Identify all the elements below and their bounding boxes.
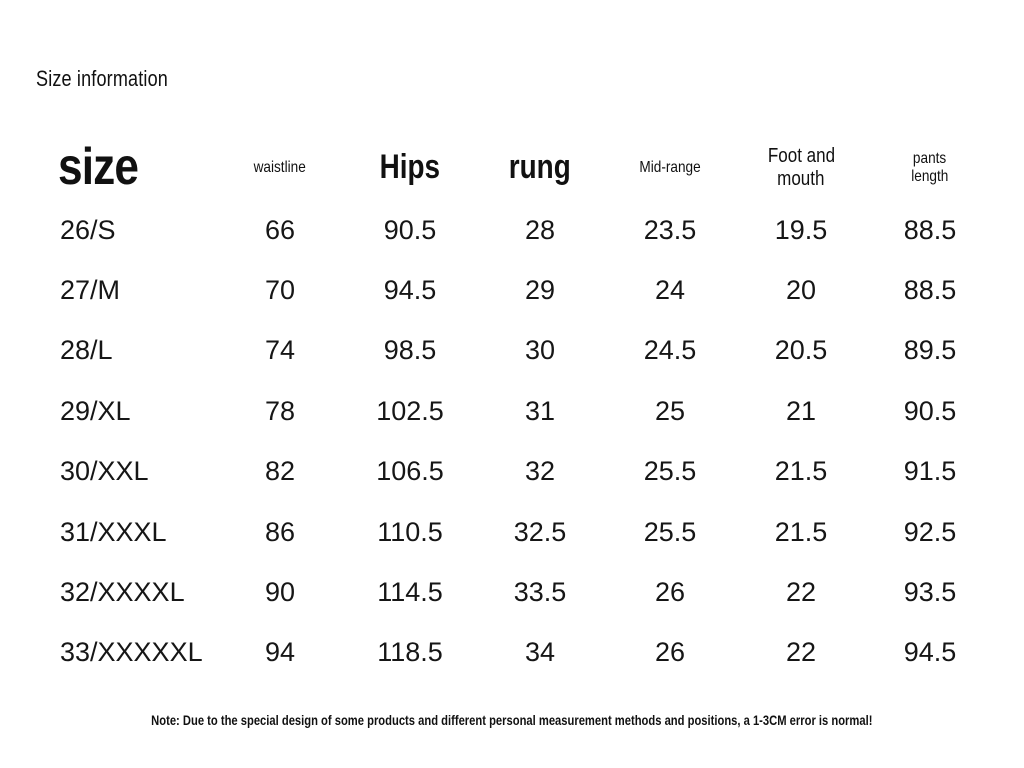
cell-mid-range: 26 [654, 577, 686, 608]
cell-hips: 118.5 [377, 637, 443, 668]
cell-rung: 28 [524, 214, 556, 245]
cell-foot-and-mouth: 21 [785, 395, 817, 426]
cell-waistline: 66 [264, 214, 296, 245]
cell-waistline: 78 [264, 395, 296, 426]
cell-pants-length: 92.5 [903, 516, 957, 547]
cell-rung: 31 [524, 395, 556, 426]
cell-hips: 110.5 [377, 516, 443, 547]
cell-pants-length: 93.5 [903, 577, 957, 608]
cell-pants-length: 90.5 [903, 395, 957, 426]
cell-hips: 98.5 [383, 335, 437, 366]
table-row [30, 260, 996, 320]
table-row [30, 562, 996, 622]
table-row [30, 502, 996, 562]
cell-waistline: 74 [264, 335, 296, 366]
cell-rung: 33.5 [513, 577, 567, 608]
header-size: size [58, 138, 139, 197]
size-chart-table [30, 136, 996, 683]
cell-hips: 102.5 [376, 395, 444, 426]
cell-size: 30/XXL [60, 456, 149, 487]
cell-size: 27/M [60, 275, 121, 306]
cell-mid-range: 24.5 [643, 335, 697, 366]
cell-size: 28/L [60, 335, 113, 366]
cell-foot-and-mouth: 20 [785, 275, 817, 306]
cell-waistline: 90 [264, 577, 296, 608]
cell-rung: 32.5 [513, 516, 567, 547]
cell-hips: 94.5 [383, 275, 437, 306]
header-foot-and-mouth: Foot and mouth [767, 145, 835, 190]
cell-hips: 106.5 [376, 456, 444, 487]
cell-foot-and-mouth: 21.5 [774, 516, 828, 547]
cell-waistline: 70 [264, 275, 296, 306]
cell-rung: 32 [524, 456, 556, 487]
header-hips: Hips [379, 148, 441, 187]
cell-mid-range: 25.5 [643, 456, 697, 487]
cell-rung: 29 [524, 275, 556, 306]
cell-size: 29/XL [60, 395, 131, 426]
cell-pants-length: 88.5 [903, 275, 957, 306]
table-row [30, 200, 996, 260]
cell-pants-length: 88.5 [903, 214, 957, 245]
page-title: Size information [36, 66, 168, 91]
cell-pants-length: 91.5 [903, 456, 957, 487]
cell-hips: 114.5 [377, 577, 443, 608]
header-mid-range: Mid-range [639, 158, 701, 176]
table-row [30, 381, 996, 441]
header-row [30, 136, 996, 200]
cell-size: 33/XXXXXL [60, 637, 203, 668]
header-waistline: waistline [253, 158, 307, 176]
cell-mid-range: 25.5 [643, 516, 697, 547]
cell-waistline: 82 [264, 456, 296, 487]
cell-hips: 90.5 [383, 214, 437, 245]
table-row [30, 321, 996, 381]
cell-foot-and-mouth: 22 [785, 637, 817, 668]
header-rung: rung [509, 148, 571, 187]
cell-size: 31/XXXL [60, 516, 167, 547]
cell-mid-range: 26 [654, 637, 686, 668]
cell-size: 26/S [60, 214, 116, 245]
cell-rung: 30 [524, 335, 556, 366]
cell-size: 32/XXXXL [60, 577, 185, 608]
cell-foot-and-mouth: 19.5 [774, 214, 828, 245]
table-row [30, 442, 996, 502]
cell-waistline: 86 [264, 516, 296, 547]
cell-rung: 34 [524, 637, 556, 668]
header-pants-length: pants length [911, 149, 949, 185]
cell-foot-and-mouth: 21.5 [774, 456, 828, 487]
cell-pants-length: 94.5 [903, 637, 957, 668]
cell-foot-and-mouth: 22 [785, 577, 817, 608]
measurement-note: Note: Due to the special design of some products and different personal measurement methods and positions, a 1-3CM error is normal! [151, 712, 873, 728]
cell-waistline: 94 [264, 637, 296, 668]
cell-mid-range: 25 [654, 395, 686, 426]
cell-pants-length: 89.5 [903, 335, 957, 366]
cell-mid-range: 23.5 [643, 214, 697, 245]
cell-mid-range: 24 [654, 275, 686, 306]
cell-foot-and-mouth: 20.5 [774, 335, 828, 366]
table-row [30, 623, 996, 683]
